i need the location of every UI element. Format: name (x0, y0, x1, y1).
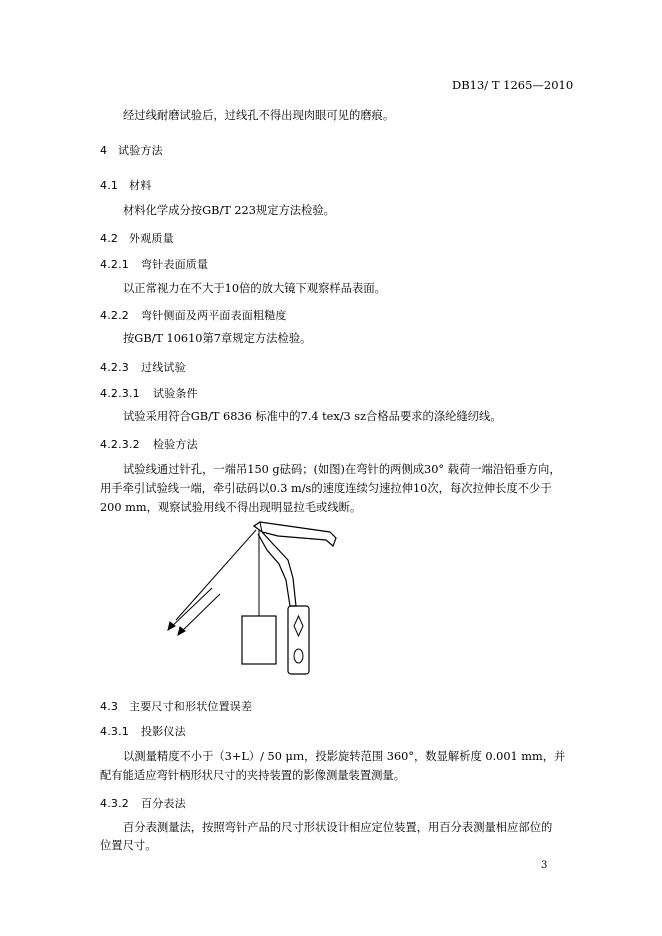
paragraph-line: 百分表测量法，按照弯针产品的尺寸形状设计相应定位装置，用百分表测量相应部位的 (123, 821, 553, 834)
section-title: 过线试验 (141, 361, 186, 374)
needle-neck (258, 532, 296, 606)
section-heading-4-2-3 (100, 359, 186, 375)
section-number: 4.3 (100, 700, 119, 713)
paragraph-line: 试验线通过针孔，一端吊150 g砝码；(如图)在弯针的两侧成30° 载荷一端沿铅垂方向， (123, 463, 561, 476)
section-number: 4.2.3.2 (100, 438, 140, 451)
document-code: DB13/ T 1265—2010 (452, 78, 574, 92)
section-number: 4.3.1 (100, 725, 129, 738)
weight-box (242, 616, 276, 664)
section-title: 弯针侧面及两平面表面粗糙度 (141, 309, 287, 322)
page-number: 3 (541, 860, 548, 871)
section-title: 弯针表面质量 (141, 258, 209, 271)
section-heading-4-3 (100, 698, 252, 714)
section-title: 检验方法 (153, 438, 198, 451)
paragraph-line: 配有能适应弯针柄形状尺寸的夹持装置的影像测量装置测量。 (100, 769, 406, 782)
section-title: 试验方法 (118, 144, 163, 157)
section-heading-4-2-3-2 (100, 436, 198, 452)
section-heading-4-2 (100, 230, 174, 246)
diagonal-thread (176, 530, 256, 620)
paragraph: 按GB/T 10610第7章规定方法检验。 (123, 332, 312, 345)
paragraph: 材料化学成分按GB/T 223规定方法检验。 (123, 204, 335, 217)
section-number: 4.3.2 (100, 797, 129, 810)
paragraph-line: 以测量精度不小于（3+L）/ 50 μｍ，投影旋转范围 360°，数显解析度 0.001 mm，并 (123, 750, 566, 763)
section-heading-4-3-2 (100, 795, 186, 811)
paragraph: 以正常视力在不大于10倍的放大镜下观察样品表面。 (123, 282, 386, 295)
paragraph: 经过线耐磨试验后，过线孔不得出现肉眼可见的磨痕。 (123, 109, 395, 122)
section-title: 投影仪法 (141, 725, 186, 738)
paragraph-line: 位置尺寸。 (100, 839, 157, 852)
section-title: 百分表法 (141, 797, 186, 810)
section-heading-4 (100, 142, 163, 158)
paragraph-line: 用手牵引试验线一端，牵引砝码以0.3 m/s的速度连续匀速拉伸10次，每次拉伸长度不少于 (100, 482, 552, 495)
section-title: 试验条件 (153, 387, 198, 400)
diamond-mark (294, 616, 303, 636)
section-number: 4.2.1 (100, 258, 129, 271)
needle-arm (254, 522, 336, 546)
section-number: 4.2.2 (100, 309, 129, 322)
section-number: 4 (100, 144, 108, 157)
section-heading-4-2-2 (100, 307, 287, 323)
paragraph-line: 200 mm，观察试验用线不得出现明显拉毛或线断。 (100, 501, 362, 514)
section-number: 4.2.3 (100, 361, 129, 374)
section-heading-4-2-1 (100, 256, 208, 272)
section-heading-4-2-3-1 (100, 385, 198, 401)
section-number: 4.1 (100, 179, 119, 192)
section-number: 4.2 (100, 232, 119, 245)
round-hole (294, 649, 303, 663)
section-heading-4-3-1 (100, 723, 186, 739)
section-title: 外观质量 (129, 232, 174, 245)
section-title: 主要尺寸和形状位置误差 (129, 700, 253, 713)
section-heading-4-1 (100, 177, 151, 193)
section-title: 材料 (129, 179, 152, 192)
pull-arrows (168, 588, 220, 635)
looper-test-figure (150, 518, 350, 683)
paragraph: 试验采用符合GB/T 6836 标准中的7.4 tex/3 sz合格品要求的涤纶缝纫线。 (123, 410, 502, 423)
section-number: 4.2.3.1 (100, 387, 140, 400)
